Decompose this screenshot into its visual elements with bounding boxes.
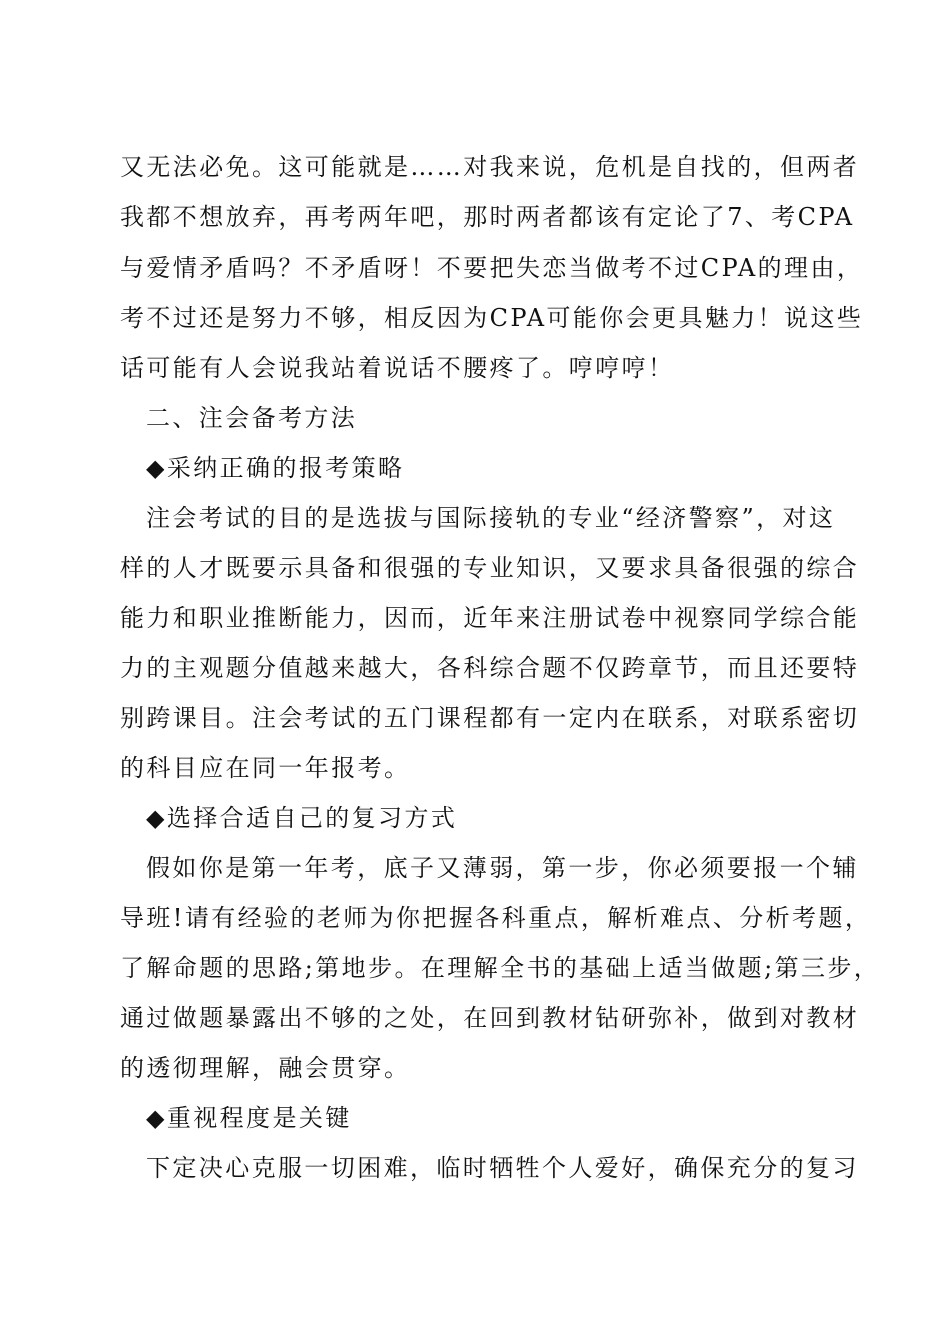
section-heading: 二、注会备考方法	[146, 404, 358, 432]
text-line: 导班!请有经验的老师为你把握各科重点，解析难点、分析考题，	[120, 904, 872, 932]
text-line: 能力和职业推断能力，因而，近年来注册试卷中视察同学综合能	[120, 604, 860, 632]
text-line: 别跨课目。注会考试的五门课程都有一定内在联系，对联系密切	[120, 704, 860, 732]
text-line: 假如你是第一年考，底子又薄弱，第一步，你必须要报一个辅	[146, 854, 859, 882]
text-line: 注会考试的目的是选拔与国际接轨的专业“经济警察”，对这	[146, 504, 836, 532]
text-line: 的科目应在同一年报考。	[120, 754, 411, 782]
subsection-heading: ◆选择合适自己的复习方式	[146, 804, 458, 832]
text-line: 下定决心克服一切困难，临时牺牲个人爱好，确保充分的复习	[146, 1154, 859, 1182]
text-line: 话可能有人会说我站着说话不腰疼了。哼哼哼！	[120, 354, 675, 382]
text-line: 考不过还是努力不够，相反因为CPA可能你会更具魅力！说这些	[120, 304, 864, 332]
text-line: 我都不想放弃，再考两年吧，那时两者都该有定论了7、考CPA	[120, 203, 855, 231]
text-line: 通过做题暴露出不够的之处，在回到教材钻研弥补，做到对教材	[120, 1004, 860, 1032]
text-line: 的透彻理解，融会贯穿。	[120, 1054, 411, 1082]
text-line: 样的人才既要示具备和很强的专业知识，又要求具备很强的综合	[120, 554, 860, 582]
text-line: 力的主观题分值越来越大，各科综合题不仅跨章节，而且还要特	[120, 654, 860, 682]
subsection-heading: ◆采纳正确的报考策略	[146, 454, 405, 482]
text-line: 又无法必免。这可能就是……对我来说，危机是自找的，但两者	[120, 153, 860, 181]
subsection-heading: ◆重视程度是关键	[146, 1104, 352, 1132]
text-line: 了解命题的思路;第地步。在理解全书的基础上适当做题;第三步，	[120, 954, 881, 982]
text-line: 与爱情矛盾吗？不矛盾呀！不要把失恋当做考不过CPA的理由，	[120, 254, 864, 282]
